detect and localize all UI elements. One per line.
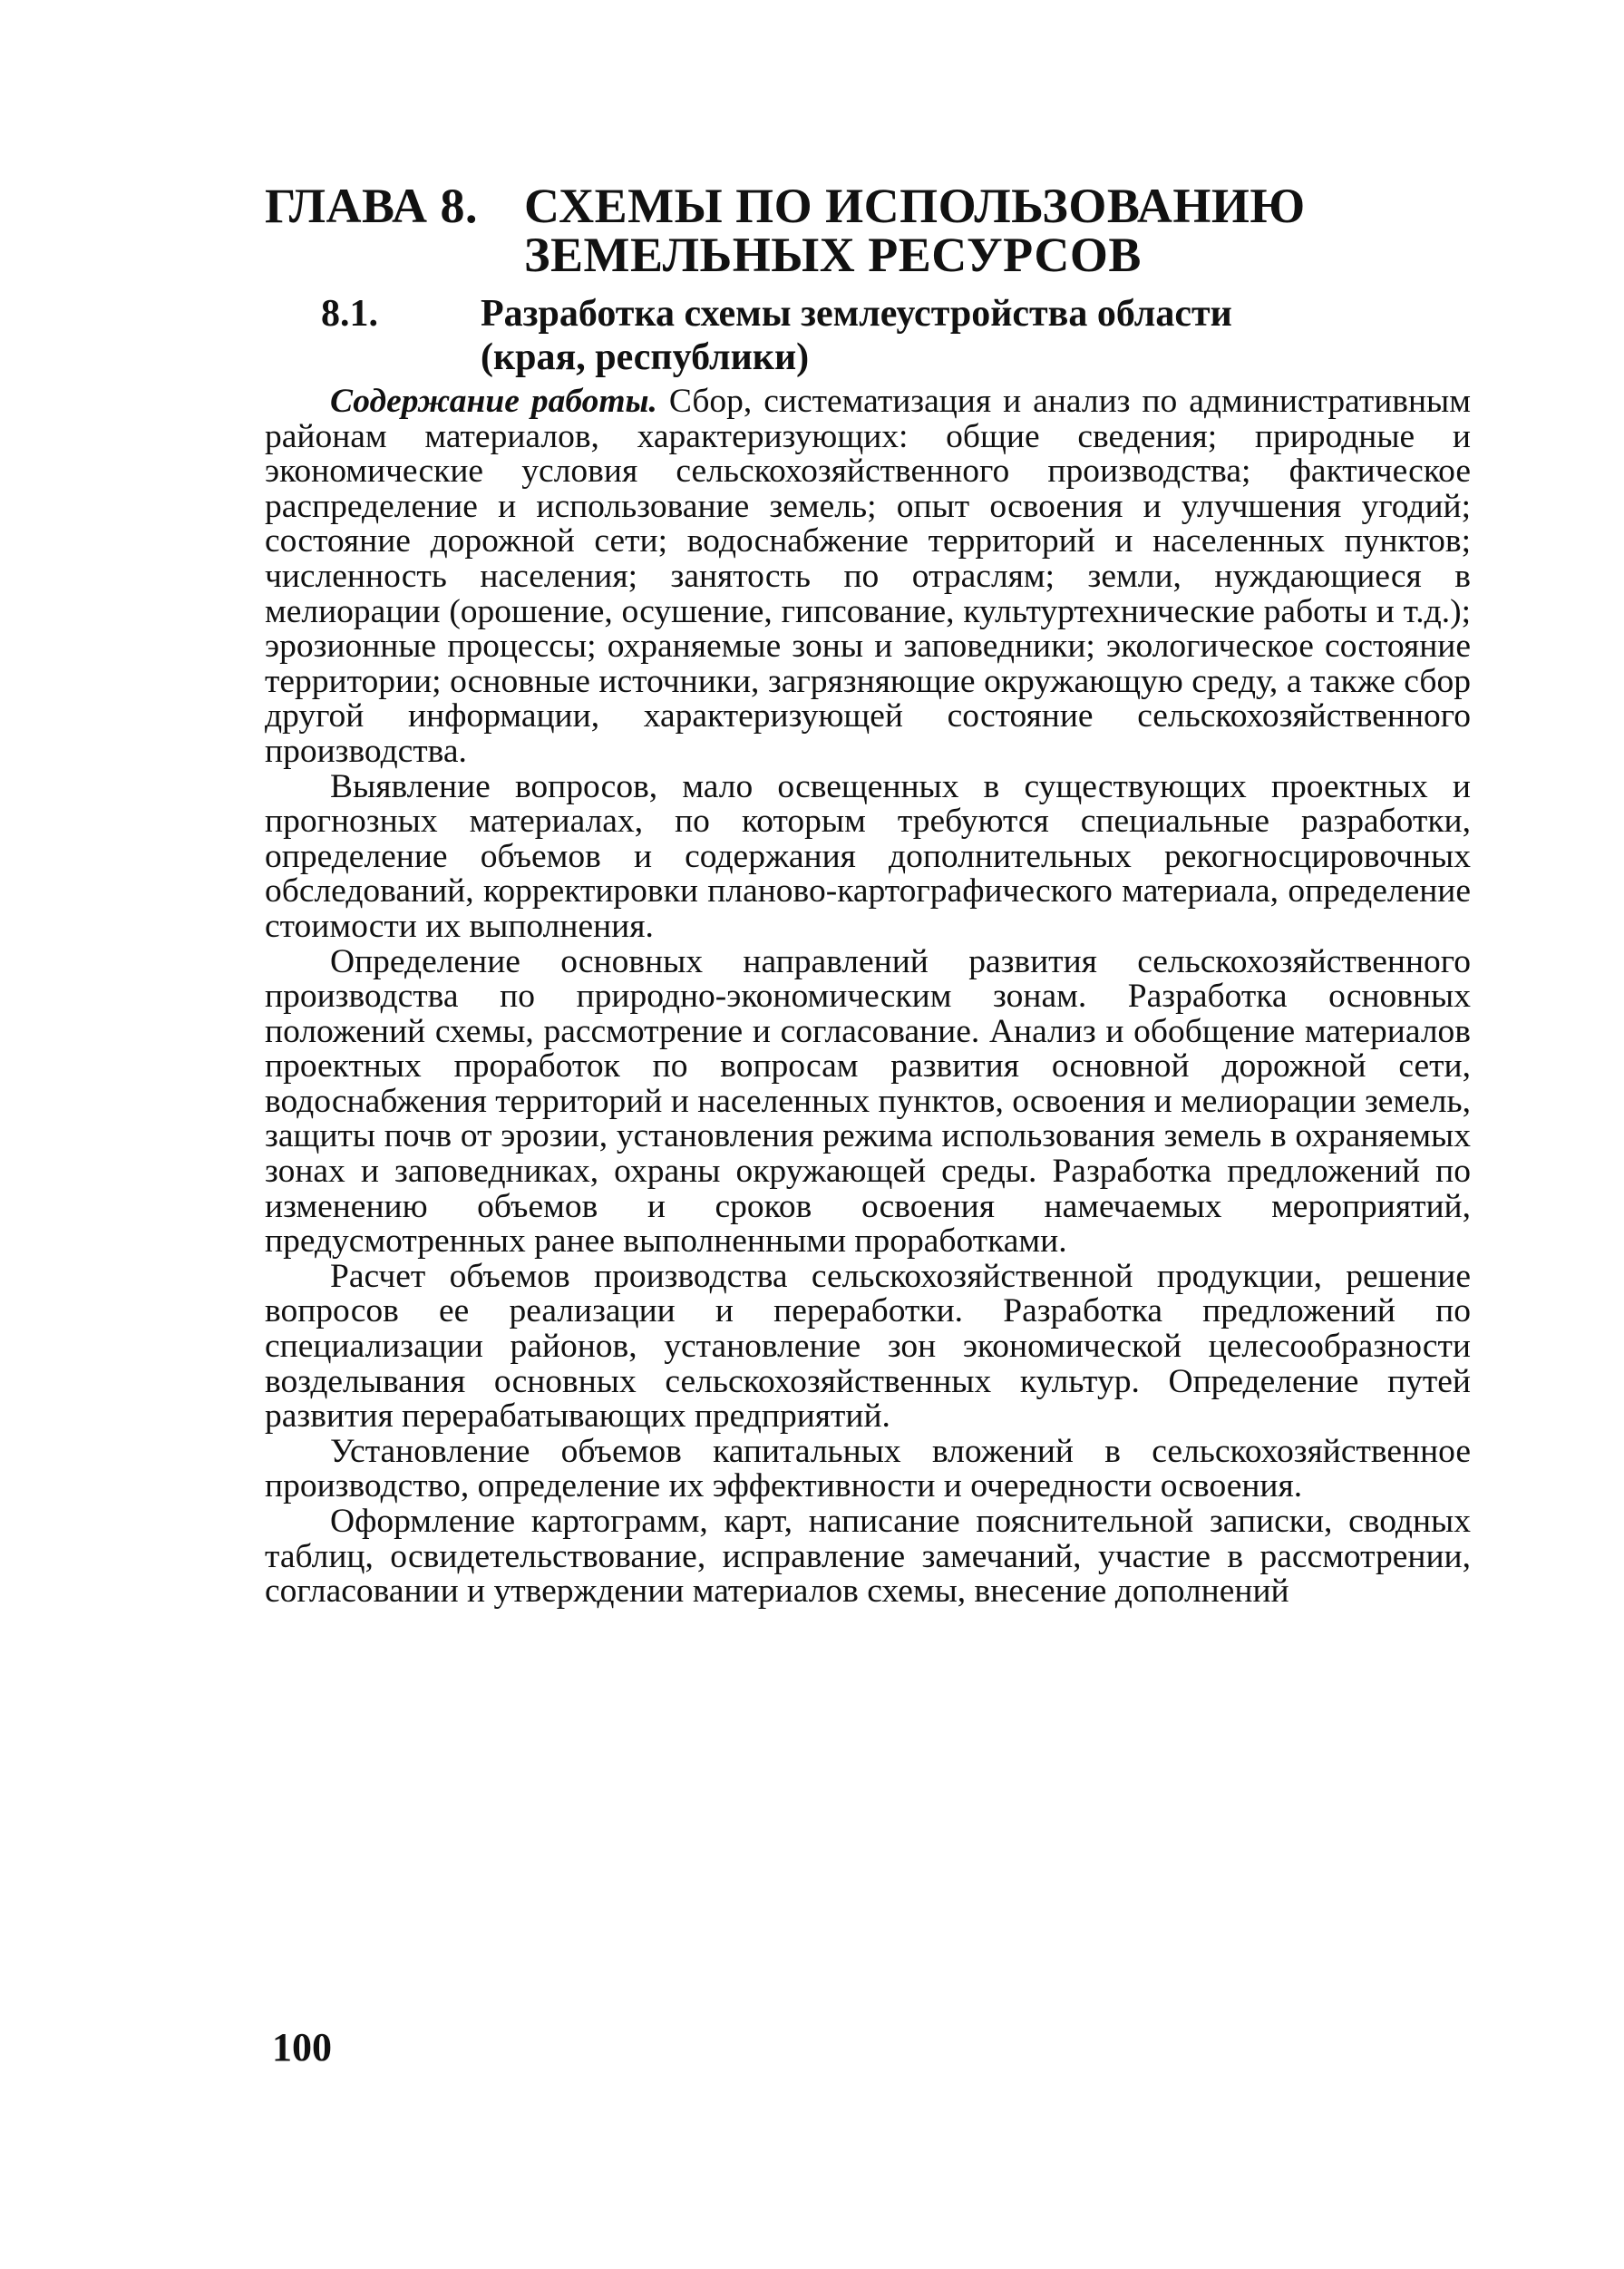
paragraph-2: Выявление вопросов, мало освещенных в существующих проектных и прогнозных материалах, по которым требуются специальные разработки, определение объемов и содержания дополнительных рекогносцировочных обследований, корректировки планово-картографического материала, определение стоимости их выполнения.: [265, 767, 1471, 945]
section-number: 8.1.: [321, 293, 378, 335]
section-heading: [265, 292, 1471, 379]
chapter-label: ГЛАВА 8.: [265, 179, 479, 233]
paragraph-text: Сбор, систематизация и анализ по административным районам материалов, характеризующих: общие сведения; природные и экономические условия сельскохозяйственного производства; фактическое распределение и использование земель; опыт освоения и улучшения угодий; состояние дорожной сети; водоснабжение территорий и населенных пунктов; численность населения; занятость по отраслям; земли, нуждающиеся в мелиорации (орошение, осушение, гипсование, культуртехнические работы и т.д.); эрозионные процессы; охраняемые зоны и заповедники; экологическое состояние территории; основные источники, загрязняющие окружающую среду, а также сбор другой информации, характеризующей состояние сельскохозяйственного производства.: [265, 383, 1471, 770]
body-text: [265, 385, 1471, 1610]
chapter-title-line-1: СХЕМЫ ПО ИСПОЛЬЗОВАНИЮ: [524, 179, 1306, 233]
paragraph-5: Установление объемов капитальных вложений в сельскохозяйственное производство, определение их эффективности и очередности освоения.: [265, 1432, 1471, 1505]
section-title-line-2: (края, республики): [481, 336, 810, 378]
chapter-heading: [265, 179, 1471, 282]
page-content: [265, 181, 1471, 1610]
paragraph-3: Определение основных направлений развития сельскохозяйственного производства по природно-экономическим зонам. Разработка основных положений схемы, рассмотрение и согласование. Анализ и обобщение материалов проектных проработок по вопросам развития основной дорожной сети, водоснабжения территорий и населенных пунктов, освоения и мелиорации земель, защиты почв от эрозии, установления режима использования земель в охраняемых зонах и заповедниках, охраны окружающей среды. Разработка предложений по изменению объемов и сроков освоения намечаемых мероприятий, предусмотренных ранее выполненными проработками.: [265, 942, 1471, 1261]
paragraph-6: Оформление картограмм, карт, написание пояснительной записки, сводных таблиц, освидетельствование, исправление замечаний, участие в рассмотрении, согласовании и утверждении материалов схемы, внесение дополнений: [265, 1503, 1471, 1611]
paragraph-4: Расчет объемов производства сельскохозяйственной продукции, решение вопросов ее реализации и переработки. Разработка предложений по специализации районов, установление зон экономической целесообразности возделывания основных сельскохозяйственных культур. Определение путей развития перерабатывающих предприятий.: [265, 1257, 1471, 1436]
page-number: 100: [272, 2025, 332, 2069]
paragraph-1: [265, 385, 1471, 770]
paragraph-lead: Содержание работы.: [330, 383, 657, 420]
section-title: [481, 292, 1471, 379]
chapter-title-line-2: ЗЕМЕЛЬНЫХ РЕСУРСОВ: [524, 228, 1142, 282]
section-title-line-1: Разработка схемы землеустройства области: [481, 293, 1232, 335]
chapter-title: [524, 179, 1471, 282]
